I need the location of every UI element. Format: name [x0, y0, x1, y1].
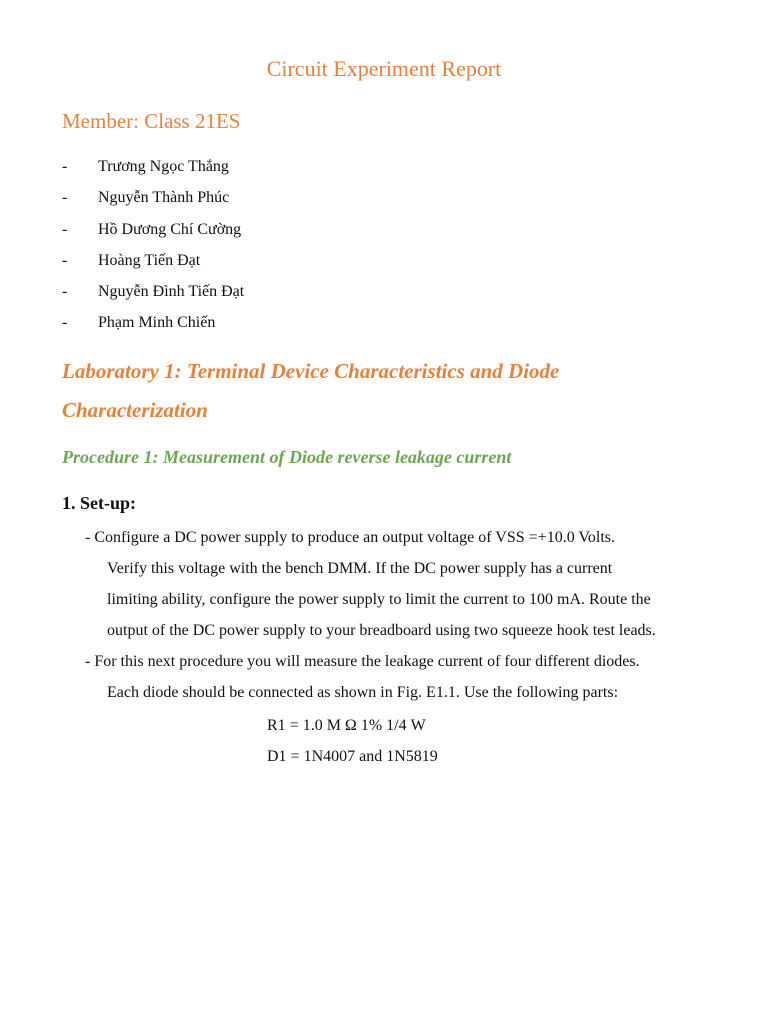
- procedure-paragraph: [85, 646, 640, 708]
- bullet-dash: -: [62, 189, 68, 207]
- paragraph-text: For this next procedure you will measure the leakage current of four different diodes.: [94, 653, 640, 670]
- bullet-dash: -: [62, 158, 68, 175]
- paragraph-line: output of the DC power supply to your breadboard using two squeeze hook test leads.: [107, 622, 656, 639]
- paragraph-line: Each diode should be connected as shown in Fig. E1.1. Use the following parts:: [107, 684, 619, 701]
- member-name: Phạm Minh Chiến: [98, 314, 216, 332]
- member-name: Hoàng Tiến Đạt: [98, 251, 201, 269]
- laboratory-heading: [62, 352, 682, 430]
- setup-paragraph: [85, 522, 656, 646]
- setup-heading: 1. Set-up:: [62, 493, 137, 513]
- bullet-dash: -: [62, 283, 68, 301]
- report-title: Circuit Experiment Report: [266, 56, 502, 81]
- part-item: R1 = 1.0 M Ω 1% 1/4 W: [267, 717, 426, 734]
- bullet-dash: -: [62, 220, 68, 238]
- part-item: D1 = 1N4007 and 1N5819: [267, 748, 438, 765]
- paragraph-line: Verify this voltage with the bench DMM. If the DC power supply has a current: [107, 560, 613, 577]
- member-name: Nguyễn Đình Tiến Đạt: [98, 283, 245, 301]
- paragraph-text: Configure a DC power supply to produce an output voltage of VSS =+10.0 Volts.: [94, 529, 616, 546]
- bullet-dash: -: [62, 314, 68, 332]
- paragraph-line: [85, 522, 656, 553]
- member-name: Hồ Dương Chí Cường: [98, 220, 242, 238]
- parts-list: [267, 710, 438, 772]
- member-name: Trương Ngọc Thắng: [98, 158, 229, 175]
- procedure-heading: Procedure 1: Measurement of Diode reverse leakage current: [62, 447, 512, 467]
- paragraph-line: [85, 646, 640, 677]
- laboratory-heading-line: Characterization: [62, 398, 208, 422]
- paragraph-line: limiting ability, configure the power supply to limit the current to 100 mA. Route the: [107, 591, 651, 608]
- laboratory-heading-line: Laboratory 1: Terminal Device Characteristics and Diode: [62, 359, 560, 383]
- bullet-dash: -: [85, 529, 95, 546]
- bullet-dash: -: [85, 653, 95, 670]
- member-name: Nguyễn Thành Phúc: [98, 189, 230, 207]
- bullet-dash: -: [62, 251, 68, 269]
- member-heading: Member: Class 21ES: [62, 109, 241, 133]
